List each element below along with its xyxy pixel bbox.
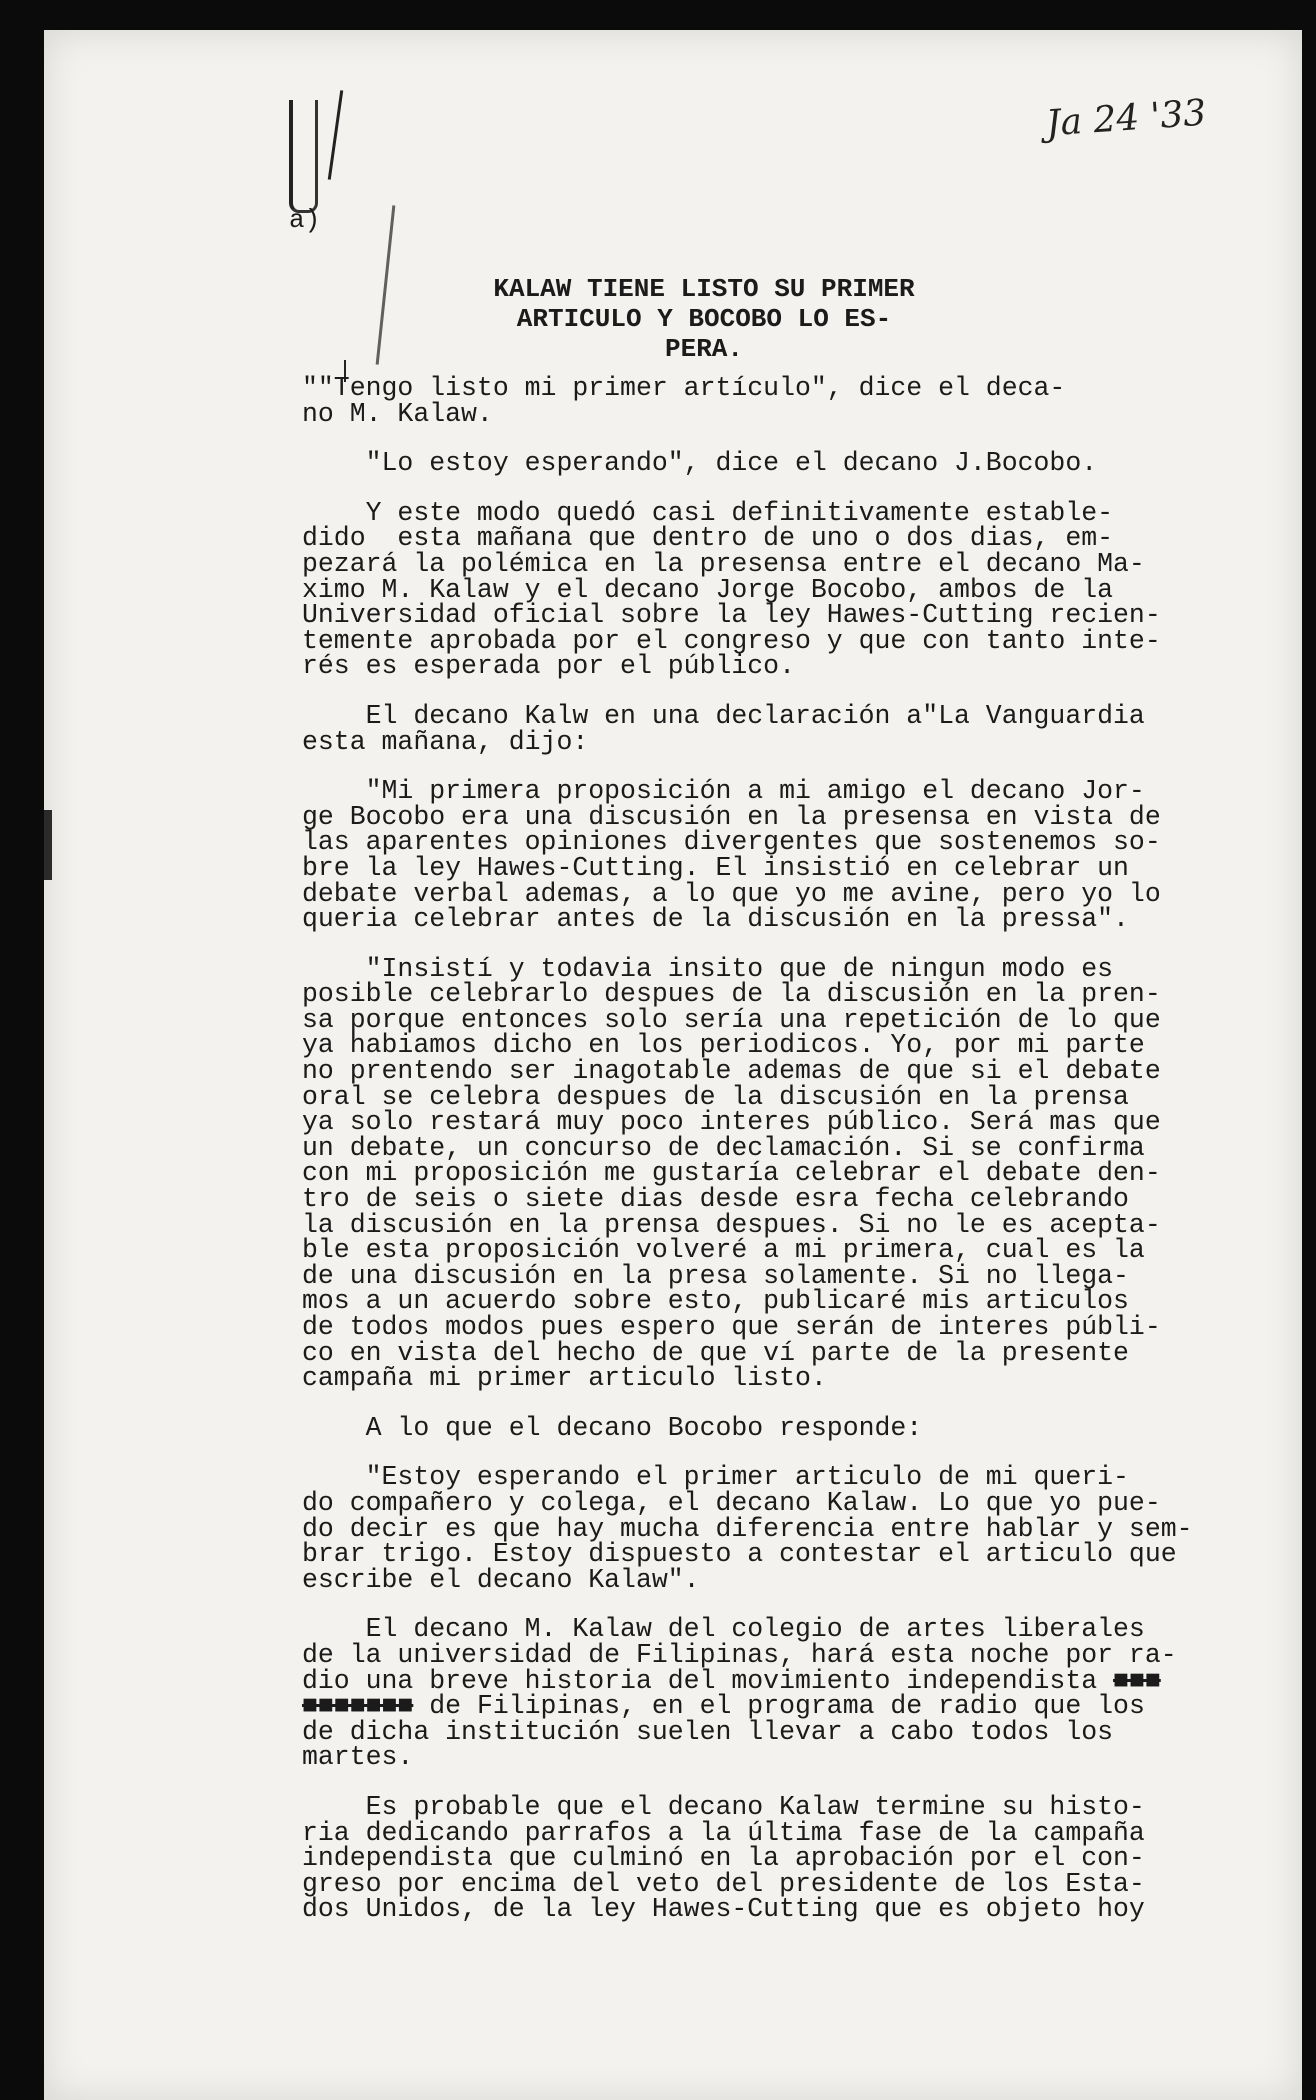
text-fragment: dio una breve historia del movimiento independista <box>302 1665 1098 1696</box>
text-line: un debate, un concurso de declamación. Si se confirma <box>302 1132 1145 1163</box>
text-line: con mi proposición me gustaría celebrar el debate den- <box>302 1158 1161 1189</box>
handwritten-date-note: Ja 24 '33 <box>1044 92 1208 145</box>
text-line: campaña mi primer articulo listo. <box>302 1363 827 1394</box>
article-title <box>444 274 964 364</box>
text-line: ximo M. Kalaw y el decano Jorge Bocobo, ambos de la <box>302 574 1114 605</box>
struck-text: ■■■ <box>1113 1665 1161 1696</box>
paragraph-quote-bocobo <box>302 448 1202 479</box>
paragraph-intro <box>302 497 1202 682</box>
edge-stain <box>44 810 52 880</box>
text-line: de dicha institución suelen llevar a cabo todos los <box>302 1716 1114 1747</box>
paragraph-closing <box>302 1791 1202 1925</box>
text-line <box>302 1691 1202 1722</box>
text-line: bre la ley Hawes-Cutting. El insistió en celebrar un <box>302 852 1129 883</box>
text-line: ya solo restará muy poco interes público. Será mas que <box>302 1107 1161 1138</box>
text-line: dos Unidos, de la ley Hawes-Cutting que es objeto hoy <box>302 1894 1145 1925</box>
text-line: temente aprobada por el congreso y que con tanto inte- <box>302 625 1161 656</box>
paragraph-declaration <box>302 700 1202 757</box>
paragraph-kalaw-insist <box>302 953 1202 1394</box>
text-line: debate verbal ademas, a lo que yo me avine, pero yo lo <box>302 878 1161 909</box>
paragraph-bocobo-responds <box>302 1412 1202 1443</box>
text-line: pezará la polémica en la presensa entre el decano Ma- <box>302 548 1145 579</box>
title-line: ARTICULO Y BOCOBO LO ES- <box>516 304 892 334</box>
text-line: mos a un acuerdo sobre esto, publicaré mis articulos <box>302 1286 1129 1317</box>
document-page <box>44 30 1302 2100</box>
text-line: Y este modo quedó casi definitivamente estable- <box>302 497 1114 528</box>
text-line: posible celebrarlo despues de la discusión en la pren- <box>302 979 1161 1010</box>
paragraph-kalaw-proposal <box>302 776 1202 935</box>
text-line: de todos modos pues espero que serán de interes públi- <box>302 1312 1161 1342</box>
text-line: ya habiamos dicho en los periodicos. Yo, por mi parte <box>302 1030 1145 1061</box>
text-line: independista que culminó en la aprobación por el con- <box>302 1843 1145 1874</box>
text-line: no prentendo ser inagotable ademas de que si el debate <box>302 1056 1161 1087</box>
margin-mark <box>328 90 343 180</box>
text-line: "Insistí y todavia insito que de ningun modo es <box>302 953 1114 984</box>
text-line: El decano M. Kalaw del colegio de artes liberales <box>302 1614 1145 1645</box>
paragraph-quote-kalaw <box>302 373 1202 429</box>
text-line: co en vista del hecho de que ví parte de la presente <box>302 1337 1129 1368</box>
text-line: de una discusión en la presa solamente. Si no llega- <box>302 1260 1129 1291</box>
text-line: A lo que el decano Bocobo responde: <box>302 1412 923 1443</box>
text-line: do compañero y colega, el decano Kalaw. Lo que yo pue- <box>302 1487 1161 1518</box>
struck-text: ■■■■■■■ <box>302 1691 414 1722</box>
text-line: Es probable que el decano Kalaw termine su histo- <box>302 1791 1145 1822</box>
text-line: Universidad oficial sobre la ley Hawes-Cutting recien- <box>302 600 1161 631</box>
text-line: brar trigo. Estoy dispuesto a contestar el articulo que <box>302 1539 1177 1570</box>
text-line: tro de seis o siete dias desde esra fecha celebrando <box>302 1184 1129 1215</box>
text-line: la discusión en la prensa despues. Si no le es acepta- <box>302 1209 1161 1240</box>
text-line: martes. <box>302 1742 414 1773</box>
text-line: ""Tengo listo mi primer artículo", dice el deca- <box>302 373 1066 403</box>
text-line: dido esta mañana que dentro de uno o dos dias, em- <box>302 523 1114 554</box>
paragraph-radio <box>302 1614 1202 1773</box>
text-line: greso por encima del veto del presidente de los Esta- <box>302 1868 1145 1899</box>
text-line: "Estoy esperando el primer articulo de mi queri- <box>302 1462 1129 1493</box>
title-line: KALAW TIENE LISTO SU PRIMER <box>493 274 915 304</box>
text-line: "Lo estoy esperando", dice el decano J.Bocobo. <box>302 448 1098 479</box>
text-line: ge Bocobo era una discusión en la presensa en vista de <box>302 801 1161 832</box>
text-line: rés es esperada por el público. <box>302 651 795 682</box>
text-line: no M. Kalaw. <box>302 398 493 429</box>
title-line: PERA. <box>664 334 743 364</box>
article-body <box>302 373 1202 1947</box>
text-line: sa porque entonces solo sería una repetición de lo que <box>302 1004 1161 1035</box>
section-label: a) <box>289 205 321 235</box>
text-line: oral se celebra despues de la discusión en la prensa <box>302 1081 1129 1112</box>
margin-mark <box>376 205 396 364</box>
text-line: "Mi primera proposición a mi amigo el decano Jor- <box>302 776 1145 807</box>
text-line: queria celebrar antes de la discusión en la pressa". <box>302 904 1129 935</box>
text-line: El decano Kalw en una declaración a"La Vanguardia <box>302 700 1145 731</box>
text-line: de la universidad de Filipinas, hará esta noche por ra- <box>302 1639 1177 1670</box>
text-line: escribe el decano Kalaw". <box>302 1564 700 1595</box>
text-line: esta mañana, dijo: <box>302 726 589 757</box>
text-line: las aparentes opiniones divergentes que sostenemos so- <box>302 827 1161 858</box>
paragraph-bocobo-quote <box>302 1462 1202 1595</box>
text-line: ria dedicando parrafos a la última fase de la campaña <box>302 1817 1145 1848</box>
text-line: ble esta proposición volveré a mi primera, cual es la <box>302 1235 1145 1266</box>
text-fragment: de Filipinas, en el programa de radio que los <box>429 1691 1145 1722</box>
text-line: do decir es que hay mucha diferencia entre hablar y sem- <box>302 1513 1193 1544</box>
margin-scribble <box>289 100 318 213</box>
